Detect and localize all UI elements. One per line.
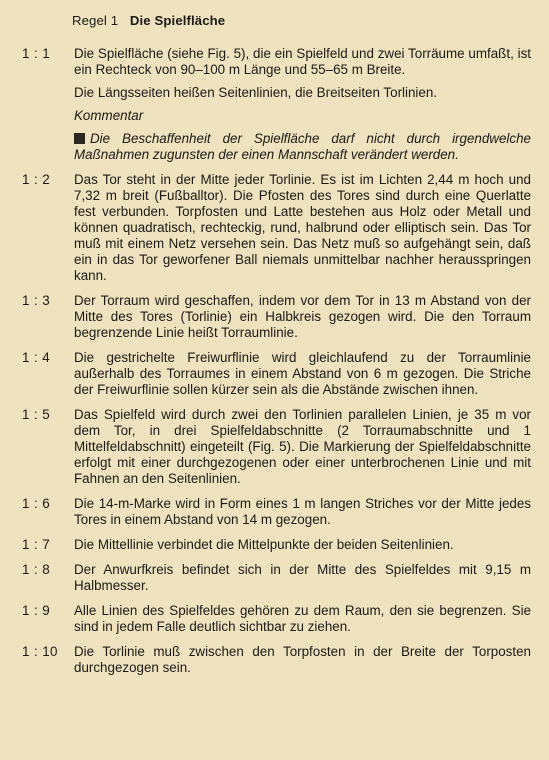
- section-text: Das Spielfeld wird durch zwei den Torlinien parallelen Linien, je 35 m vor dem Tor, in drei Spielfeldabschnitte (2 Torraumabschnitte und 1 Mittelfeldabschnitt) eingeteilt (Fig. 5). Die Markierung der Spielfeldabschnitte erfolgt mit einer durchgezogenen oder einer unterbrochenen Linie und mit Fahnen an den Seitenlinien.: [74, 407, 531, 486]
- section-number: 1 : 1: [22, 46, 51, 61]
- section-1-4: [22, 350, 531, 398]
- comment-text: Die Beschaffenheit der Spielfläche darf nicht durch irgendwelche Maßnahmen zugunsten der einen Mannschaft verändert werden.: [74, 131, 531, 162]
- comment-label: Kommentar: [74, 108, 144, 123]
- section-number: 1 : 2: [22, 172, 51, 187]
- section-1-7: [22, 537, 531, 553]
- section-text: Die Längsseiten heißen Seitenlinien, die Breitseiten Torlinien.: [74, 85, 438, 100]
- section-number: 1 : 5: [22, 407, 51, 422]
- section-1-1: [22, 46, 531, 78]
- section-text: Die Mittellinie verbindet die Mittelpunkte der beiden Seitenlinien.: [74, 537, 454, 552]
- section-text: Der Torraum wird geschaffen, indem vor dem Tor in 13 m Abstand von der Mitte des Tores (Torlinie) ein Halbkreis gezogen wird. Die den Torraum begrenzende Linie heißt Torraumlinie.: [74, 293, 531, 340]
- section-1-5: [22, 407, 531, 487]
- section-1-2: [22, 172, 531, 284]
- section-1-3: [22, 293, 531, 341]
- section-text: Die 14-m-Marke wird in Form eines 1 m langen Striches vor der Mitte jedes Tores in einem Abstand von 14 m gezogen.: [74, 496, 531, 527]
- section-number: 1 : 4: [22, 350, 51, 365]
- square-bullet-icon: [74, 133, 85, 144]
- rule-header: [72, 13, 531, 29]
- section-text: Die Spielfläche (siehe Fig. 5), die ein Spielfeld und zwei Torräume umfaßt, ist ein Rechteck von 90–100 m Länge und 55–65 m Breite.: [74, 46, 531, 77]
- section-number: 1 : 9: [22, 603, 51, 618]
- section-1-6: [22, 496, 531, 528]
- section-text: Alle Linien des Spielfeldes gehören zu dem Raum, den sie begrenzen. Sie sind in jedem Falle deutlich sichtbar zu ziehen.: [74, 603, 531, 634]
- section-text: Der Anwurfkreis befindet sich in der Mitte des Spielfeldes mit 9,15 m Halbmesser.: [74, 562, 531, 593]
- section-number: 1 : 7: [22, 537, 51, 552]
- comment-label-block: [74, 108, 531, 124]
- comment-block: [74, 131, 531, 163]
- comment-text-wrapper: [74, 131, 531, 163]
- section-number: 1 : 10: [22, 644, 58, 659]
- section-number: 1 : 8: [22, 562, 51, 577]
- section-1-10: [22, 644, 531, 676]
- section-number: 1 : 3: [22, 293, 51, 308]
- section-number: 1 : 6: [22, 496, 51, 511]
- section-1-1-continuation: [74, 85, 531, 101]
- rule-number: Regel 1: [72, 13, 119, 28]
- section-text: Das Tor steht in der Mitte jeder Torlinie. Es ist im Lichten 2,44 m hoch und 7,32 m breit (Fußballtor). Die Pfosten des Tores sind durch eine Querlatte fest verbunden. Torpfosten und Latte bestehen aus Holz oder Metall und können quadratisch, rechteckig, rund, halbrund oder elliptisch sein. Das Tor muß mit einem Netz versehen sein. Das Netz muß so aufgehängt sein, daß ein in das Tor geworfener Ball niemals unmittelbar nachher herausspringen kann.: [74, 172, 531, 283]
- section-text: Die Torlinie muß zwischen den Torpfosten in der Breite der Torposten durchgezogen sein.: [74, 644, 531, 675]
- rule-title: Die Spielfläche: [129, 13, 226, 28]
- section-1-9: [22, 603, 531, 635]
- section-1-8: [22, 562, 531, 594]
- section-text: Die gestrichelte Freiwurflinie wird gleichlaufend zu der Torraumlinie außerhalb des Torraumes in einem Abstand von 6 m gezogen. Die Striche der Freiwurflinie sollen kürzer sein als die Abstände zwischen ihnen.: [74, 350, 531, 397]
